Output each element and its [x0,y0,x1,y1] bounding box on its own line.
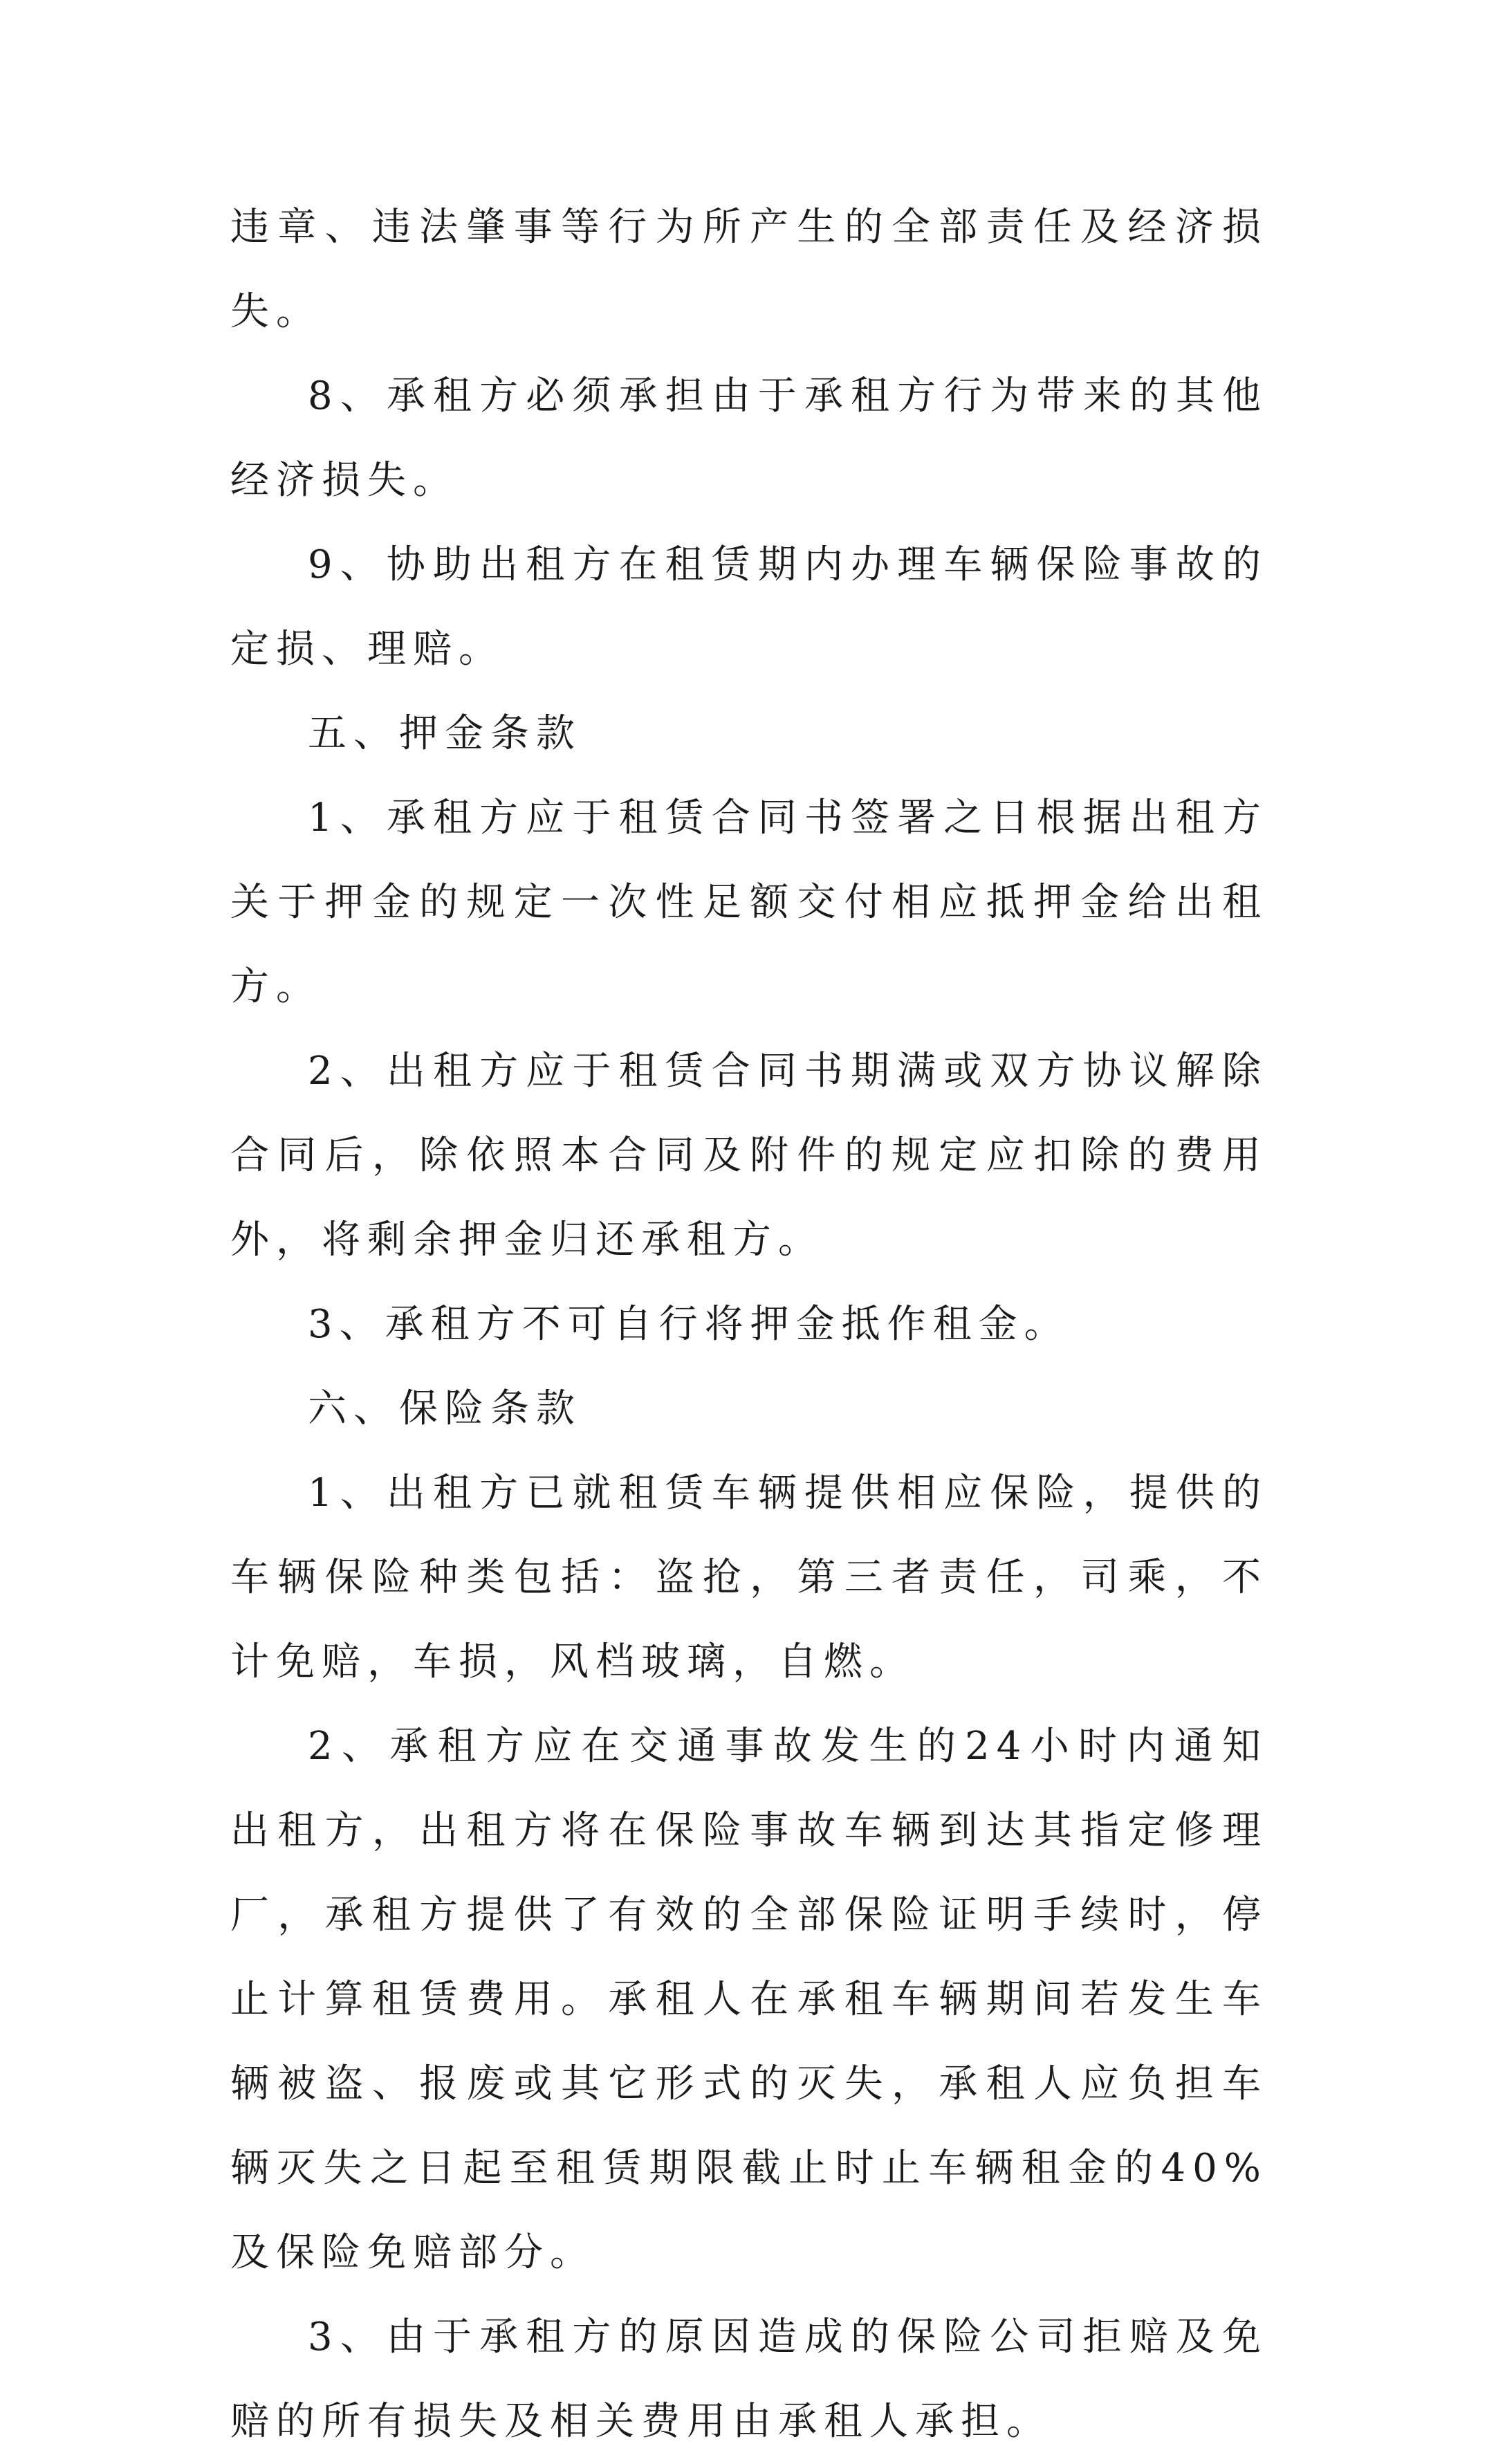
paragraph-insurance-2: 2、承租方应在交通事故发生的24小时内通知出租方，出租方将在保险事故车辆到达其指定修理厂，承租方提供了有效的全部保险证明手续时，停止计算租赁费用。承租人在承租车辆期间若发生车辆被盗、报废或其它形式的灭失，承租人应负担车辆灭失之日起至租赁期限截止时止车辆租金的40%及保险免赔部分。 [230,1724,1268,2275]
paragraph-item-8: 8、承租方必须承担由于承租方行为带来的其他经济损失。 [230,374,1268,503]
section-heading-deposit: 五、押金条款 [308,711,582,756]
paragraph-deposit-2: 2、出租方应于租赁合同书期满或双方协议解除合同后，除依照本合同及附件的规定应扣除的费用外，将剩余押金归还承租方。 [230,1049,1268,1262]
paragraph-deposit-3: 3、承租方不可自行将押金抵作租金。 [308,1302,1070,1347]
section-heading-insurance: 六、保险条款 [308,1386,582,1431]
paragraph-insurance-1: 1、出租方已就租赁车辆提供相应保险，提供的车辆保险种类包括：盗抢，第三者责任，司乘，不计免赔，车损，风档玻璃，自燃。 [230,1471,1268,1684]
paragraph-insurance-3: 3、由于承租方的原因造成的保险公司拒赔及免赔的所有损失及相关费用由承租人承担。 [230,2315,1268,2444]
paragraph-item-9: 9、协助出租方在租赁期内办理车辆保险事故的定损、理赔。 [230,542,1268,672]
document-body [230,185,1268,2464]
paragraph-continuation: 违章、违法肇事等行为所产生的全部责任及经济损失。 [230,205,1268,334]
paragraph-deposit-1: 1、承租方应于租赁合同书签署之日根据出租方关于押金的规定一次性足额交付相应抵押金给出租方。 [230,796,1268,1009]
